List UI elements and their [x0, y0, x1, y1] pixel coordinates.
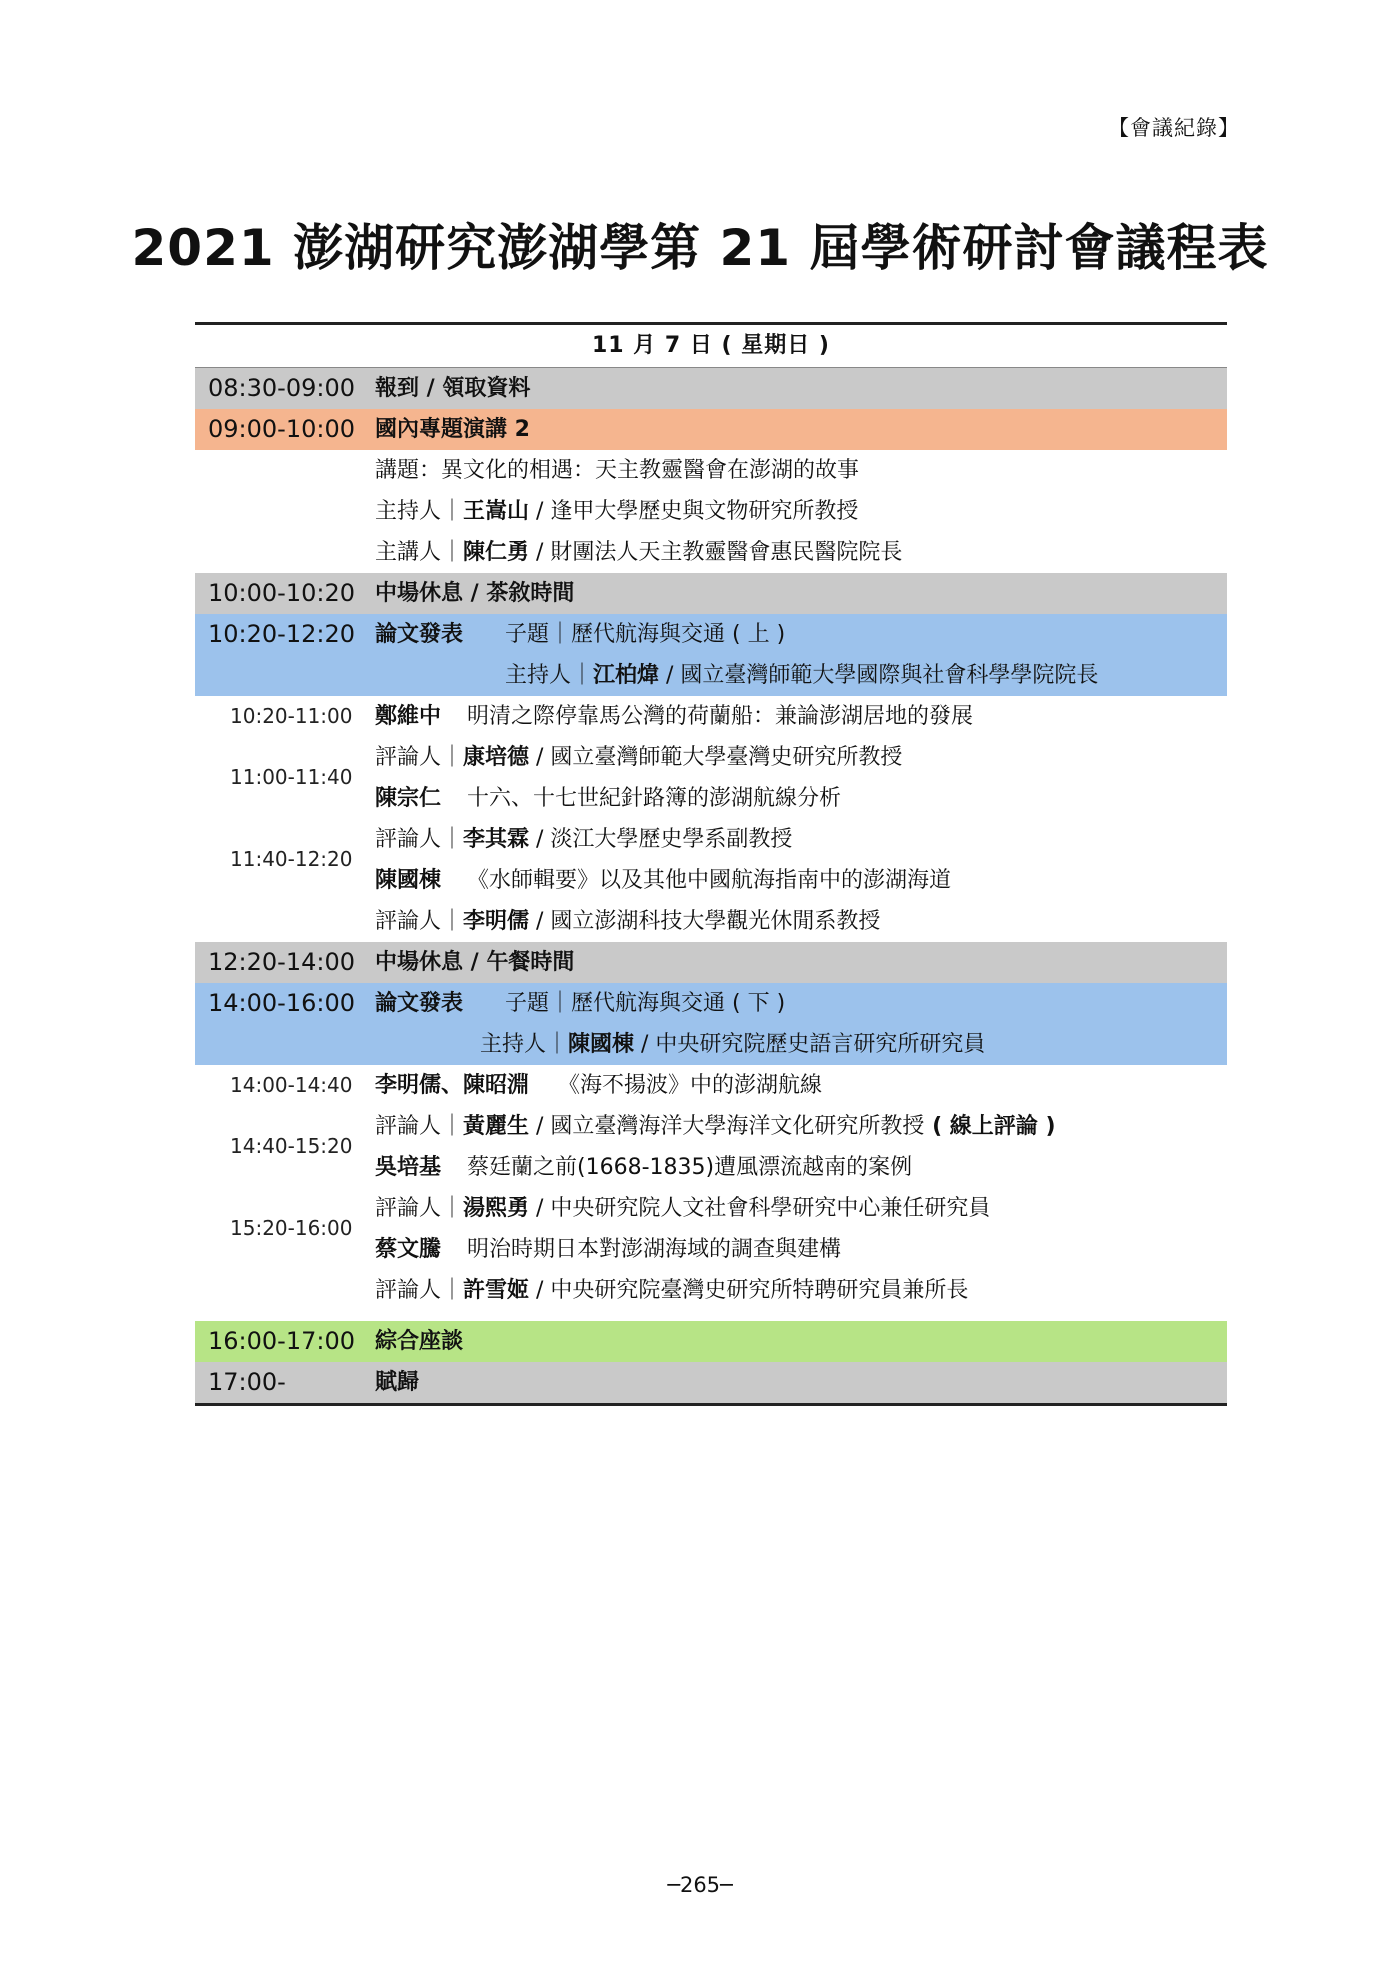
discussant-row	[195, 901, 1227, 942]
session-panel-discussion	[195, 1321, 1227, 1362]
session-registration	[195, 368, 1227, 409]
discussant-row	[195, 1270, 1227, 1311]
paper-presenter: 蔡文騰	[375, 1237, 442, 1262]
agenda-date: 11 月 7 日 ( 星期日 )	[195, 325, 1227, 368]
session-papers-2	[195, 983, 1227, 1024]
spacer	[195, 1311, 1227, 1321]
paper-title: 蔡廷蘭之前(1668-1835)遭風漂流越南的案例	[467, 1155, 913, 1180]
paper-discussant: 評論人｜黃麗生 / 國立臺灣海洋大學海洋文化研究所教授 ( 線上評論 )	[375, 1114, 1056, 1139]
paper-presenter: 陳宗仁	[375, 786, 442, 811]
session-time: 08:30-09:00	[208, 374, 355, 402]
paper-time: 14:40-15:20	[230, 1134, 353, 1158]
paper-time: 11:40-12:20	[230, 847, 353, 871]
session-keynote	[195, 409, 1227, 450]
session-label: 論文發表	[375, 991, 464, 1016]
paper-title: 十六、十七世紀針路簿的澎湖航線分析	[467, 786, 842, 811]
session-label: 中場休息 / 午餐時間	[375, 950, 575, 975]
paper-row	[195, 778, 1227, 819]
keynote-host-row	[195, 491, 1227, 532]
session-host: 主持人｜陳國棟 / 中央研究院歷史語言研究所研究員	[480, 1032, 986, 1057]
paper-title: 《水師輯要》以及其他中國航海指南中的澎湖海道	[467, 868, 952, 893]
session-tea-break	[195, 573, 1227, 614]
paper-discussant: 評論人｜李其霖 / 淡江大學歷史學系副教授	[375, 827, 793, 852]
paper-title: 明清之際停靠馬公灣的荷蘭船：兼論澎湖居地的發展	[467, 704, 974, 729]
session-papers-1	[195, 614, 1227, 655]
session-topic: 子題｜歷代航海與交通 ( 下 )	[505, 991, 786, 1016]
keynote-speaker-row	[195, 532, 1227, 573]
session-time: 10:20-12:20	[208, 620, 355, 648]
paper-time: 14:00-14:40	[230, 1073, 353, 1097]
paper-row	[195, 1229, 1227, 1270]
paper-discussant: 評論人｜許雪姬 / 中央研究院臺灣史研究所特聘研究員兼所長	[375, 1278, 969, 1303]
paper-presenter: 吳培基	[375, 1155, 442, 1180]
paper-time: 10:20-11:00	[230, 704, 353, 728]
paper-title: 《海不揚波》中的澎湖航線	[558, 1073, 823, 1098]
session-host-row	[195, 1024, 1227, 1065]
agenda-table	[195, 322, 1227, 1406]
keynote-host: 主持人｜王嵩山 / 逢甲大學歷史與文物研究所教授	[375, 499, 859, 524]
session-time: 10:00-10:20	[208, 579, 355, 607]
page-number: ─265─	[667, 1873, 733, 1897]
session-time: 12:20-14:00	[208, 948, 355, 976]
discussant-row	[195, 737, 1227, 789]
paper-row	[195, 1065, 1227, 1106]
paper-row	[195, 1147, 1227, 1188]
paper-time: 15:20-16:00	[230, 1216, 353, 1240]
keynote-speaker: 主講人｜陳仁勇 / 財團法人天主教靈醫會惠民醫院院長	[375, 540, 903, 565]
session-host: 主持人｜江柏煒 / 國立臺灣師範大學國際與社會科學學院院長	[505, 663, 1099, 688]
section-tag: 【會議紀錄】	[1108, 116, 1240, 140]
paper-title: 明治時期日本對澎湖海域的調查與建構	[467, 1237, 842, 1262]
paper-row	[195, 696, 1227, 737]
paper-discussant: 評論人｜李明儒 / 國立澎湖科技大學觀光休閒系教授	[375, 909, 881, 934]
session-lunch-break	[195, 942, 1227, 983]
keynote-topic-row	[195, 450, 1227, 491]
discussant-row	[195, 1106, 1227, 1158]
session-label: 賦歸	[375, 1370, 420, 1395]
paper-discussant: 評論人｜湯熙勇 / 中央研究院人文社會科學研究中心兼任研究員	[375, 1196, 991, 1221]
session-label: 論文發表	[375, 622, 464, 647]
keynote-topic: 講題：異文化的相遇：天主教靈醫會在澎湖的故事	[375, 458, 860, 483]
session-closing	[195, 1362, 1227, 1403]
session-host-row	[195, 655, 1227, 696]
session-time: 14:00-16:00	[208, 989, 355, 1017]
session-time: 16:00-17:00	[208, 1327, 355, 1355]
session-label: 中場休息 / 茶敘時間	[375, 581, 575, 606]
paper-row	[195, 860, 1227, 901]
discussant-row	[195, 1188, 1227, 1240]
session-label: 國內專題演講 2	[375, 417, 530, 442]
session-time: 09:00-10:00	[208, 415, 355, 443]
paper-time: 11:00-11:40	[230, 765, 353, 789]
session-topic: 子題｜歷代航海與交通 ( 上 )	[505, 622, 786, 647]
session-label: 報到 / 領取資料	[375, 376, 531, 401]
session-time: 17:00-	[208, 1368, 286, 1396]
session-label: 綜合座談	[375, 1329, 464, 1354]
discussant-row	[195, 819, 1227, 871]
page-title: 2021 澎湖研究澎湖學第 21 屆學術研討會議程表	[131, 219, 1269, 277]
paper-presenter: 陳國棟	[375, 868, 442, 893]
paper-presenter: 李明儒、陳昭淵	[375, 1073, 530, 1098]
paper-discussant: 評論人｜康培德 / 國立臺灣師範大學臺灣史研究所教授	[375, 745, 903, 770]
paper-presenter: 鄭維中	[375, 704, 442, 729]
